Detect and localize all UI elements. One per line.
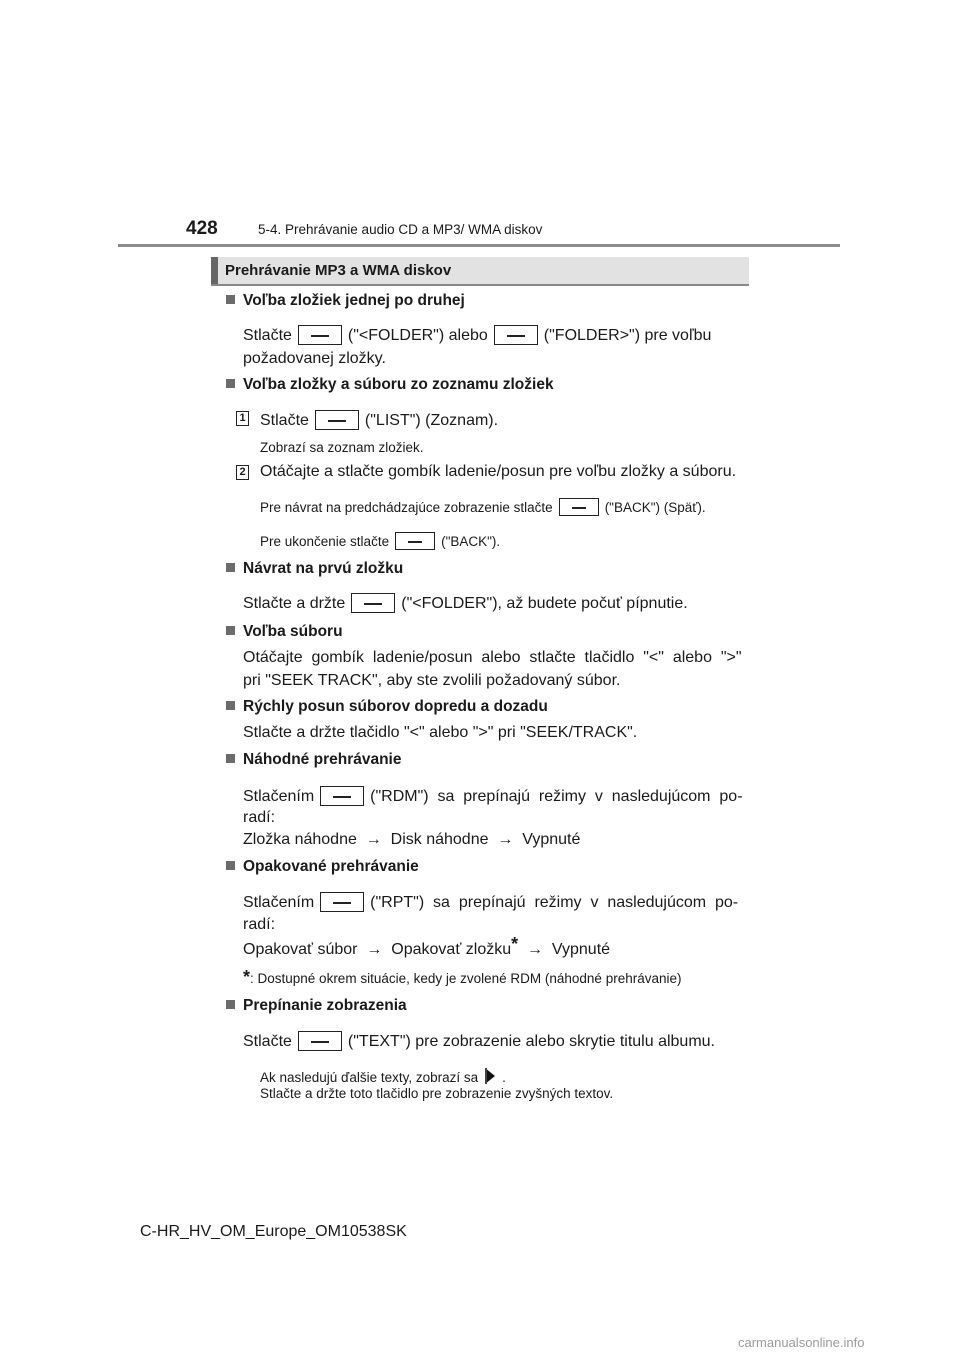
heading-random: Náhodné prehrávanie xyxy=(226,751,402,769)
exit-note: Pre ukončenie stlačte ("BACK"). xyxy=(260,534,501,549)
repeat-line-1: Stlačením ("RPT") sa prepínajú režimy v nasledujúcom po- xyxy=(243,894,739,911)
watermark: carmanualsonline.info xyxy=(738,1335,865,1350)
random-line-2: radí: xyxy=(243,809,276,826)
folder-next-button-icon xyxy=(494,325,538,345)
heading-file: Voľba súboru xyxy=(226,623,343,641)
step-1-note: Zobrazí sa zoznam zložiek. xyxy=(260,440,424,455)
folder-prev-button-icon xyxy=(351,593,395,613)
chapter-title: 5-4. Prehrávanie audio CD a MP3/ WMA diskov xyxy=(258,222,543,237)
bullet-square-icon xyxy=(226,1000,235,1009)
section-bar xyxy=(211,257,749,286)
folder-prev-button-icon xyxy=(298,325,342,345)
section-title: Prehrávanie MP3 a WMA diskov xyxy=(225,262,452,279)
first-folder-text: Stlačte a držte ("<FOLDER"), až budete počuť pípnutie. xyxy=(243,595,688,612)
page-number: 428 xyxy=(186,218,218,239)
repeat-footnote: *: Dostupné okrem situácie, kedy je zvolené RDM (náhodné prehrávanie) xyxy=(243,967,682,987)
display-note-2: Stlačte a držte toto tlačidlo pre zobrazenie zvyšných textov. xyxy=(260,1086,614,1101)
fast-text: Stlačte a držte tlačidlo "<" alebo ">" pri "SEEK/TRACK". xyxy=(243,724,638,741)
heading-fast: Rýchly posun súborov dopredu a dozadu xyxy=(226,698,548,716)
step-2-text: Otáčajte a stlačte gombík ladenie/posun pre voľbu zložky a súboru. xyxy=(260,463,737,480)
file-line-2: pri "SEEK TRACK", aby ste zvolili požadovaný súbor. xyxy=(243,672,621,689)
rpt-button-icon xyxy=(320,892,364,912)
bullet-square-icon xyxy=(226,754,235,763)
display-note-1: Ak nasledujú ďalšie texty, zobrazí sa . xyxy=(260,1066,506,1086)
random-line-3: Zložka náhodne → Disk náhodne → Vypnuté xyxy=(243,831,581,848)
step-1-badge: 1 xyxy=(236,408,249,426)
heading-list: Voľba zložky a súboru zo zoznamu zložiek xyxy=(226,376,554,394)
random-line-1: Stlačením ("RDM") sa prepínajú režimy v nasledujúcom po- xyxy=(243,788,743,805)
folder-line-1: Stlačte ("<FOLDER") alebo ("FOLDER>") pre voľbu xyxy=(243,327,712,344)
rdm-button-icon xyxy=(320,786,364,806)
footer-doc-id: C-HR_HV_OM_Europe_OM10538SK xyxy=(140,1223,407,1240)
heading-display: Prepínanie zobrazenia xyxy=(226,997,407,1015)
bullet-square-icon xyxy=(226,861,235,870)
heading-first-folder: Návrat na prvú zložku xyxy=(226,560,403,578)
repeat-line-3: Opakovať súbor → Opakovať zložku* → Vypnuté xyxy=(243,934,611,958)
header-rule xyxy=(118,244,840,247)
text-button-icon xyxy=(298,1031,342,1051)
bullet-square-icon xyxy=(226,379,235,388)
heading-folder: Voľba zložiek jednej po druhej xyxy=(226,292,465,310)
step-2-badge: 2 xyxy=(236,462,249,480)
section-marker xyxy=(211,257,218,284)
file-line-1: Otáčajte gombík ladenie/posun alebo stlačte tlačidlo "<" alebo ">" xyxy=(243,649,742,666)
bullet-square-icon xyxy=(226,563,235,572)
back-note: Pre návrat na predchádzajúce zobrazenie stlačte ("BACK") (Späť). xyxy=(260,500,706,515)
bullet-square-icon xyxy=(226,626,235,635)
step-1-text: Stlačte ("LIST") (Zoznam). xyxy=(260,412,499,429)
folder-line-2: požadovanej zložky. xyxy=(243,350,386,367)
bullet-square-icon xyxy=(226,701,235,710)
bullet-square-icon xyxy=(226,295,235,304)
list-button-icon xyxy=(315,410,359,430)
heading-repeat: Opakované prehrávanie xyxy=(226,858,419,876)
display-text: Stlačte ("TEXT") pre zobrazenie alebo skrytie titulu albumu. xyxy=(243,1033,715,1050)
repeat-line-2: radí: xyxy=(243,916,276,933)
back-button-icon xyxy=(395,532,435,550)
back-button-icon xyxy=(559,498,599,516)
more-text-arrow-icon xyxy=(482,1066,498,1086)
